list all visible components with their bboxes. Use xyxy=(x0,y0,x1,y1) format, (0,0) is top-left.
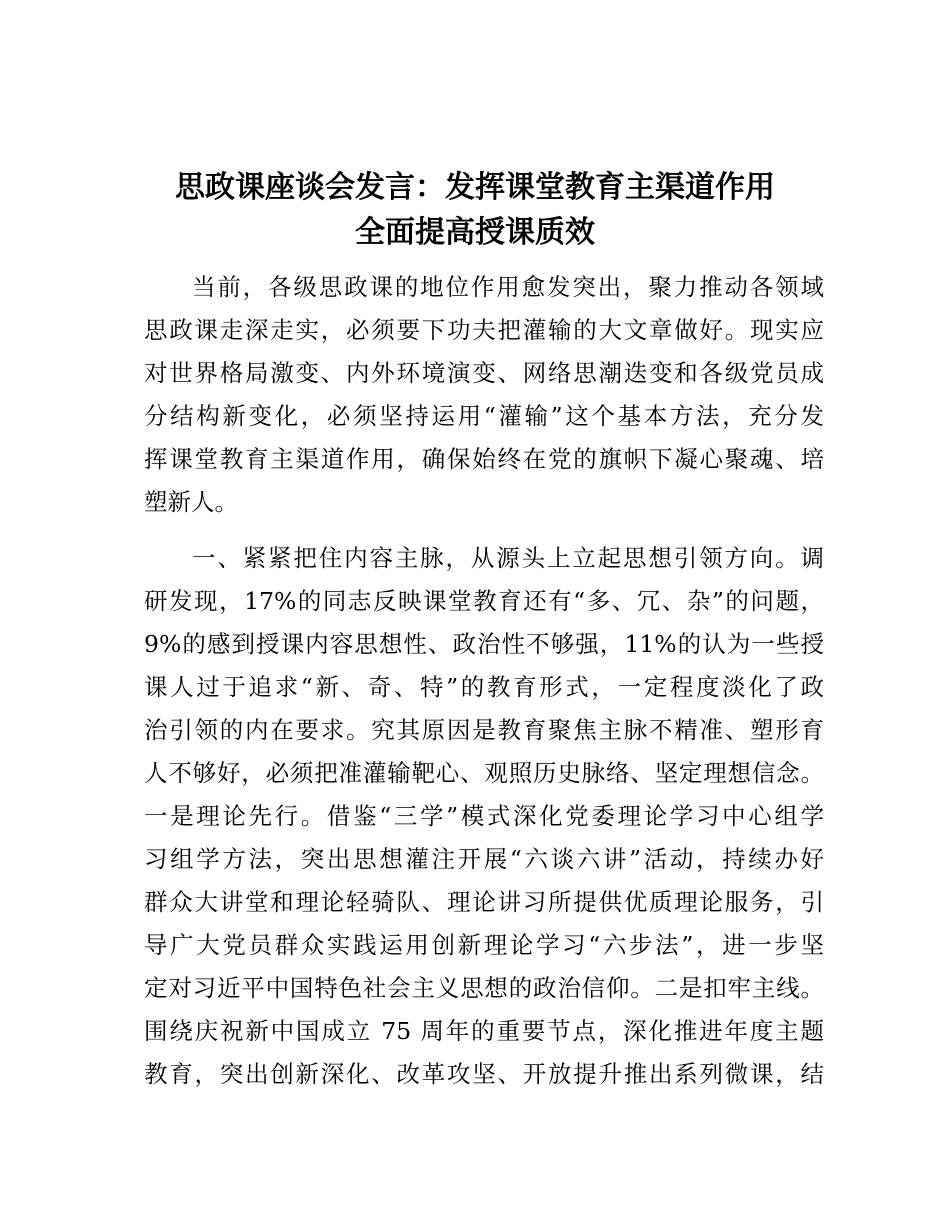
paragraph-line: 课人过于追求“新、奇、特”的教育形式，一定程度淡化了政 xyxy=(144,673,824,701)
paragraph-line: 导广大党员群众实践运用创新理论学习“六步法”，进一步坚 xyxy=(144,931,824,959)
paragraph-line: 塑新人。 xyxy=(144,488,238,516)
paragraph-line: 挥课堂教育主渠道作用，确保始终在党的旗帜下凝心聚魂、培 xyxy=(144,445,824,473)
paragraph-line: 分结构新变化，必须坚持运用“灌输”这个基本方法，充分发 xyxy=(144,402,824,430)
paragraph-line: 人不够好，必须把准灌输靶心、观照历史脉络、坚定理想信念。 xyxy=(144,759,824,787)
document-title-line-2: 全面提高授课质效 xyxy=(355,215,595,250)
paragraph-line: 围绕庆祝新中国成立 75 周年的重要节点，深化推进年度主题 xyxy=(144,1017,824,1045)
paragraph-line: 群众大讲堂和理论轻骑队、理论讲习所提供优质理论服务，引 xyxy=(144,888,824,916)
paragraph-line: 治引领的内在要求。究其原因是教育聚焦主脉不精准、塑形育 xyxy=(144,716,824,744)
paragraph-line: 对世界格局激变、内外环境演变、网络思潮迭变和各级党员成 xyxy=(144,359,824,387)
paragraph-line: 当前，各级思政课的地位作用愈发突出，聚力推动各领域 xyxy=(192,273,824,301)
paragraph-line: 习组学方法，突出思想灌注开展“六谈六讲”活动，持续办好 xyxy=(144,845,824,873)
paragraph-line: 一、紧紧把住内容主脉，从源头上立起思想引领方向。调 xyxy=(192,544,824,572)
document-title-line-1: 思政课座谈会发言：发挥课堂教育主渠道作用 xyxy=(175,170,775,205)
paragraph-line: 一是理论先行。借鉴“三学”模式深化党委理论学习中心组学 xyxy=(144,802,824,830)
paragraph-line: 定对习近平中国特色社会主义思想的政治信仰。二是扣牢主线。 xyxy=(144,974,824,1002)
paragraph-line: 思政课走深走实，必须要下功夫把灌输的大文章做好。现实应 xyxy=(144,316,824,344)
paragraph-line: 教育，突出创新深化、改革攻坚、开放提升推出系列微课，结 xyxy=(144,1060,824,1088)
paragraph-line: 研发现，17%的同志反映课堂教育还有“多、冗、杂”的问题， xyxy=(144,587,824,615)
paragraph-line: 9%的感到授课内容思想性、政治性不够强，11%的认为一些授 xyxy=(144,630,824,658)
